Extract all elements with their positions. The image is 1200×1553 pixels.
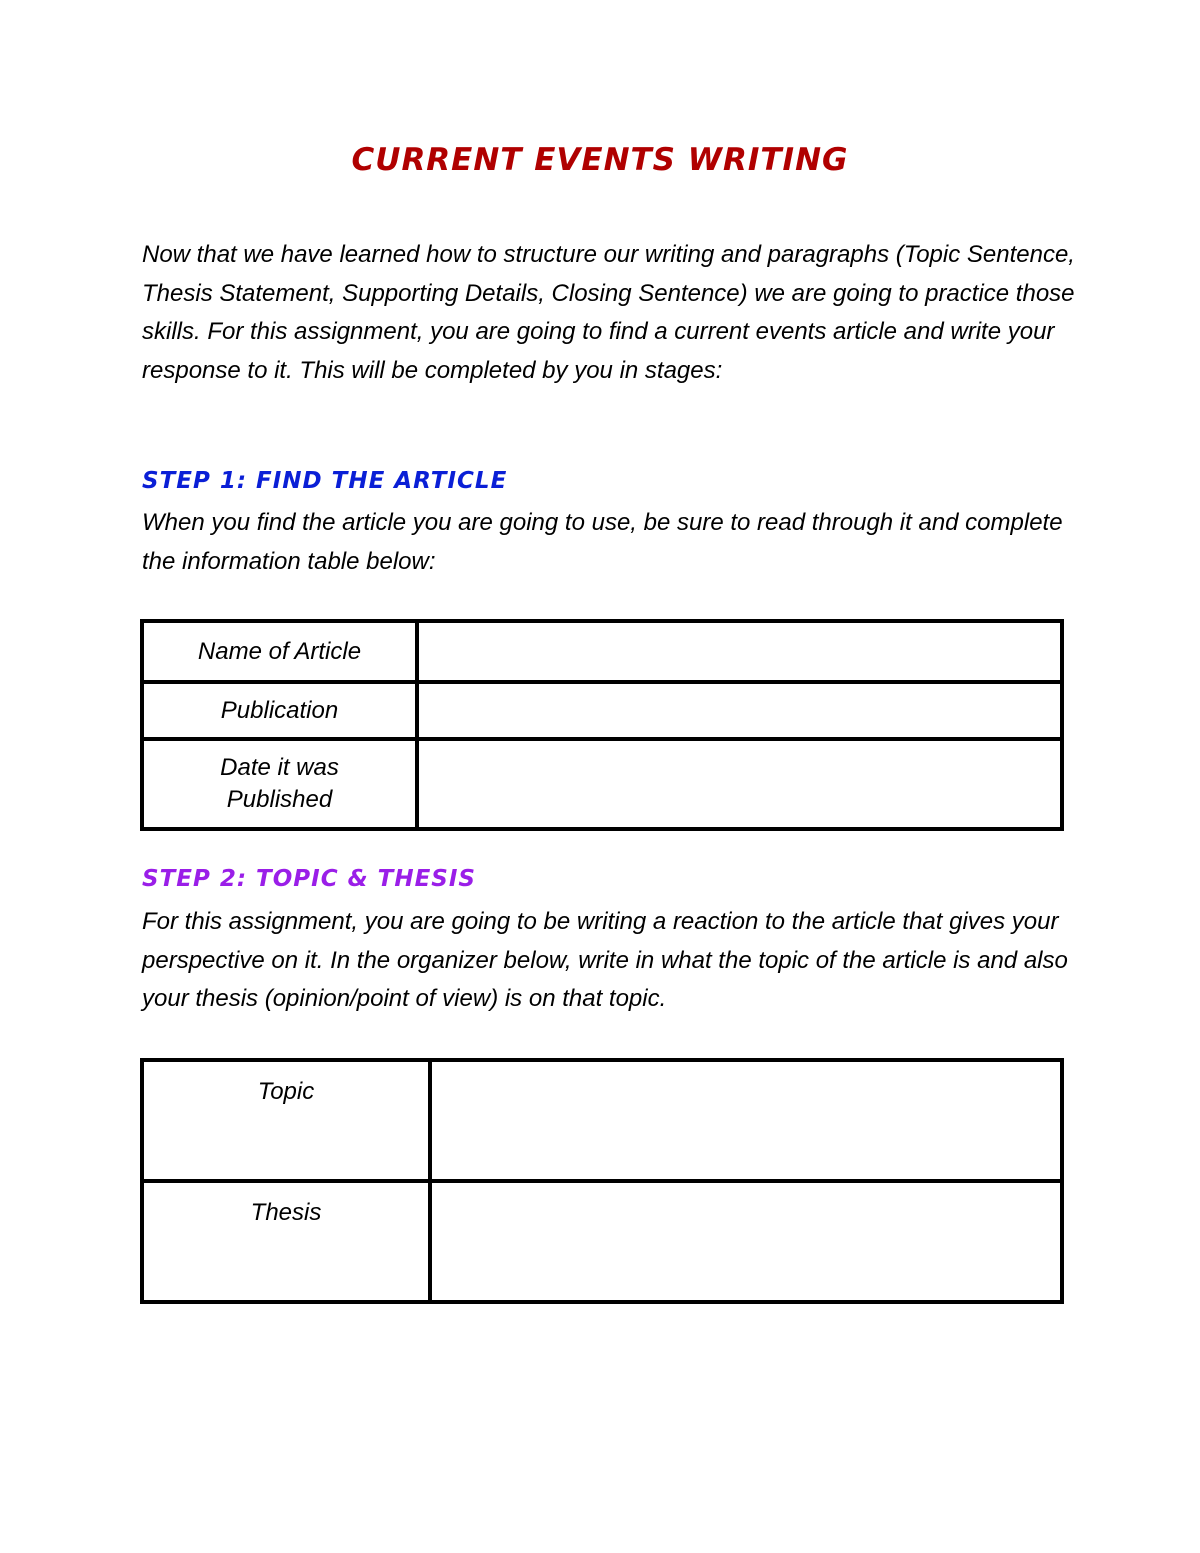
article-name-label: Name of Article: [142, 621, 417, 682]
step2-instructions: For this assignment, you are going to be writing a reaction to the article that gives your perspective on it. In the organizer below, write in what the topic of the article is and also your thesis (opinion/point of view) is on that topic.: [142, 908, 1068, 1013]
table-row: [142, 1181, 1062, 1302]
table-row: [142, 621, 1062, 682]
intro-paragraph: Now that we have learned how to structure our writing and paragraphs (Topic Sentence, Thesis Statement, Supporting Details, Closing Sentence) we are going to practice those skills. For this assignment, you are going to find a current events article and write your response to it. This will be completed by you in stages:: [142, 241, 1075, 384]
step1-heading: STEP 1: FIND THE ARTICLE: [142, 468, 508, 494]
publication-field[interactable]: [417, 682, 1062, 739]
table-row: [142, 739, 1062, 829]
thesis-label: Thesis: [142, 1181, 430, 1302]
publish-date-label: Date it was Published: [142, 739, 417, 829]
topic-label: Topic: [142, 1060, 430, 1181]
publish-date-field[interactable]: [417, 739, 1062, 829]
publication-label: Publication: [142, 682, 417, 739]
table-row: [142, 682, 1062, 739]
page-title: CURRENT EVENTS WRITING: [351, 142, 849, 178]
topic-thesis-organizer: [140, 1058, 1064, 1304]
article-name-field[interactable]: [417, 621, 1062, 682]
thesis-field[interactable]: [430, 1181, 1062, 1302]
step1-instructions: When you find the article you are going to use, be sure to read through it and complete the information table below:: [142, 509, 1063, 575]
step2-heading: STEP 2: TOPIC & THESIS: [142, 866, 476, 892]
topic-field[interactable]: [430, 1060, 1062, 1181]
article-info-table: [140, 619, 1064, 831]
table-row: [142, 1060, 1062, 1181]
